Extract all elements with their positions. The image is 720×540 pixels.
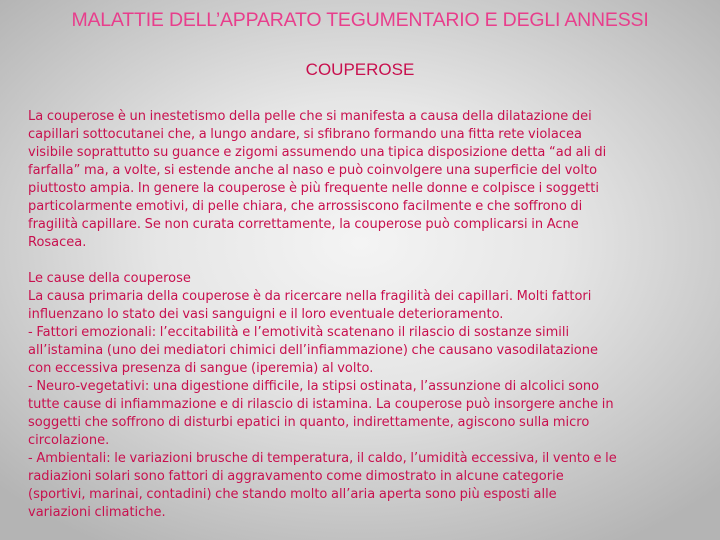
- paragraph-spacer: [28, 252, 694, 270]
- slide-body: [28, 108, 694, 522]
- causes-intro: La causa primaria della couperose è da ricercare nella fragilità dei capillari. Molti fattori influenzano lo stato dei vasi sanguigni e il loro eventuale deterioramento.: [28, 289, 592, 322]
- cause-environmental: - Ambientali: le variazioni brusche di temperatura, il caldo, l’umidità eccessiva, il vento e le radiazioni solari sono fattori di aggravamento come dimostrato in alcune categorie (sportivi, marinai, contadini) che stando molto all’aria aperta sono più esposti alle variazioni climatiche.: [28, 451, 617, 520]
- causes-heading: Le cause della couperose: [28, 271, 191, 286]
- cause-emotional: - Fattori emozionali: l’eccitabilità e l’emotività scatenano il rilascio di sostanze simili all’istamina (uno dei mediatori chimici dell’infiammazione) che causano vasodilatazione con eccessiva presenza di sangue (iperemia) al volto.: [28, 325, 598, 376]
- intro-paragraph: La couperose è un inestetismo della pelle che si manifesta a causa della dilatazione dei capillari sottocutanei che, a lungo andare, si sfibrano formando una fitta rete violacea visibile soprattutto su guance e zigomi assumendo una tipica disposizione detta “ad ali di farfalla” ma, a volte, si estende anche al naso e può coinvolgere una superficie del volto piuttosto ampia. In genere la couperose è più frequente nelle donne e colpisce i soggetti particolarmente emotivi, di pelle chiara, che arrossiscono facilmente e che soffrono di fragilità capillare. Se non curata correttamente, la couperose può complicarsi in Acne Rosacea.: [28, 109, 607, 250]
- slide-title: MALATTIE DELL’APPARATO TEGUMENTARIO E DEGLI ANNESSI: [71, 9, 649, 31]
- cause-neurovegetative: - Neuro-vegetativi: una digestione difficile, la stipsi ostinata, l’assunzione di alcolici sono tutte cause di infiammazione e di rilascio di istamina. La couperose può insorgere anche in soggetti che soffrono di disturbi epatici in quanto, indirettamente, agiscono sulla micro circolazione.: [28, 379, 614, 448]
- slide-subtitle: COUPEROSE: [305, 60, 415, 79]
